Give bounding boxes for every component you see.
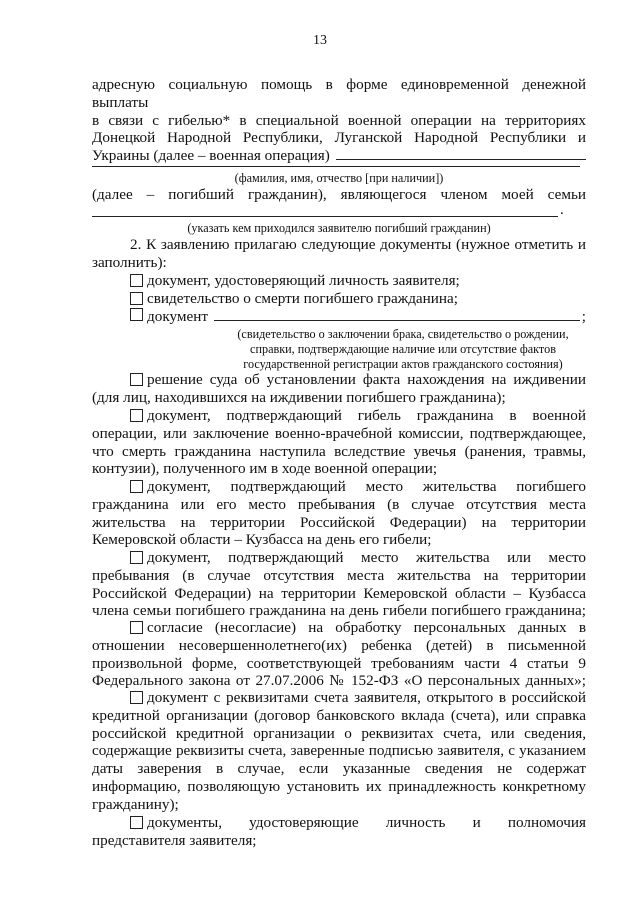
intro-line-2: в связи с гибелью* в специальной военной операции на территориях	[92, 111, 586, 129]
item-residence-member-line-1: документ, подтверждающий место жительства или место	[147, 549, 586, 566]
page-number: 13	[313, 33, 327, 48]
period: .	[560, 202, 564, 218]
checkbox-item-representative	[92, 814, 586, 850]
item-death-proof-line-3: что смерть гражданина наступила вследствие увечья (ранения, травмы,	[92, 442, 586, 460]
item-bank-line-3: российской кредитной организации о реквизитах счета, или сведения,	[92, 724, 586, 742]
item-consent-line-4: Федерального закона от 27.07.2006 № 152-ФЗ «О персональных данных»;	[92, 672, 586, 690]
checkbox-identity[interactable]	[130, 274, 143, 287]
deceased-line: (далее – погибший гражданин), являющегося членом моей семьи	[92, 186, 586, 203]
caption-fio: (фамилия, имя, отчество [при наличии])	[234, 171, 444, 185]
document-semicolon: ;	[581, 308, 586, 325]
relation-input-line[interactable]	[92, 216, 558, 217]
section-2-line-2: заполнить):	[92, 253, 167, 271]
checkbox-residence-deceased[interactable]	[130, 480, 143, 493]
caption-document-line-1: (свидетельство о заключении брака, свидетельство о рождении,	[237, 327, 569, 341]
item-court-line-1: решение суда об установлении факта нахождения на иждивении	[147, 371, 586, 388]
item-death-proof-line-2: операции, или заключение военно-врачебной комиссии, подтверждающее,	[92, 424, 586, 442]
item-death-label: свидетельство о смерти погибшего гражданина;	[147, 290, 459, 307]
item-residence-member-line-4: члена семьи погибшего гражданина на день гибели погибшего гражданина;	[92, 602, 586, 620]
item-death-proof-line-4: контузии), полученного им в ходе военной операции;	[92, 460, 438, 478]
item-consent-line-1: согласие (несогласие) на обработку персональных данных в	[147, 619, 586, 636]
operation-fill-line[interactable]	[336, 159, 586, 160]
fio-input-line[interactable]	[92, 166, 580, 167]
intro-paragraph	[92, 76, 586, 165]
item-death-proof-line-1: документ, подтверждающий гибель гражданина в военной	[147, 407, 586, 424]
checkbox-item-identity	[130, 272, 586, 290]
document-fill-line[interactable]	[214, 320, 580, 321]
caption-document-line-3: государственной регистрации актов гражданского состояния)	[243, 357, 563, 371]
item-bank-line-2: кредитной организации (договор банковского вклада (счета), или справка	[92, 706, 586, 724]
checkbox-item-death-proof	[92, 407, 586, 478]
item-consent-line-3: произвольной форме, соответствующей требованиям части 4 статьи 9	[92, 654, 586, 672]
item-consent-line-2: отношении несовершеннолетнего(их) ребенка (детей) в письменной	[92, 636, 586, 654]
checkbox-item-residence-deceased	[92, 478, 586, 549]
item-bank-line-7: гражданину);	[92, 795, 179, 813]
checkbox-item-consent	[92, 619, 586, 690]
item-residence-deceased-line-1: документ, подтверждающий место жительства погибшего	[147, 478, 586, 495]
item-bank-line-6: информацию, позволяющую установить их принадлежность конкретному	[92, 777, 586, 795]
checkbox-bank-details[interactable]	[130, 691, 143, 704]
intro-line-1: адресную социальную помощь в форме единовременной денежной выплаты	[92, 76, 586, 111]
checkbox-death-certificate[interactable]	[130, 292, 143, 305]
intro-line-4	[92, 147, 586, 165]
caption-document	[220, 327, 586, 372]
intro-line-4-text: Украины (далее – военная операция)	[92, 147, 330, 165]
checkbox-document[interactable]	[130, 308, 143, 321]
item-residence-member-line-3: Российской Федерации) на территории Кемеровской области – Кузбасса	[92, 584, 586, 602]
caption-document-line-2: справки, подтверждающие наличие или отсутствие фактов	[250, 342, 556, 356]
item-representative-line-1: документы, удостоверяющие личность и полномочия	[147, 814, 586, 831]
item-residence-deceased-line-3: жительства на территории Российской Федерации) на территории	[92, 513, 586, 531]
checkbox-item-residence-member	[92, 549, 586, 620]
item-representative-line-2: представителя заявителя;	[92, 831, 257, 849]
checkbox-death-proof[interactable]	[130, 409, 143, 422]
section-2-heading	[92, 236, 586, 272]
item-identity-label: документ, удостоверяющий личность заявителя;	[147, 272, 460, 289]
checkbox-consent[interactable]	[130, 621, 143, 634]
checkbox-representative[interactable]	[130, 816, 143, 829]
item-bank-line-5: даты заверения в случае, если указанные сведения не содержат	[92, 760, 586, 778]
checkbox-item-court	[92, 371, 586, 407]
item-bank-line-4: содержащие реквизиты счета, заверенные подписью заявителя, с указанием	[92, 742, 586, 760]
checkbox-court-decision[interactable]	[130, 373, 143, 386]
item-bank-line-1: документ с реквизитами счета заявителя, открытого в российской	[147, 689, 586, 706]
checkbox-item-bank	[92, 689, 586, 814]
caption-relation: (указать кем приходился заявителю погибший гражданин)	[187, 221, 491, 235]
item-residence-deceased-line-2: гражданина или его место пребывания (в случае отсутствия места	[92, 495, 586, 513]
item-document-label: документ	[147, 308, 208, 325]
checkbox-item-death	[130, 290, 586, 308]
item-residence-deceased-line-4: Кемеровской области – Кузбасса на день его гибели;	[92, 531, 432, 549]
intro-line-3: Донецкой Народной Республики, Луганской Народной Республики и	[92, 129, 586, 147]
item-court-line-2: (для лиц, находившихся на иждивении погибшего гражданина);	[92, 388, 506, 406]
item-residence-member-line-2: пребывания (в случае отсутствия места жительства на территории	[92, 566, 586, 584]
section-2-line-1: 2. К заявлению прилагаю следующие документы (нужное отметить и	[130, 236, 586, 253]
checkbox-item-document	[130, 308, 586, 326]
checkbox-residence-member[interactable]	[130, 551, 143, 564]
